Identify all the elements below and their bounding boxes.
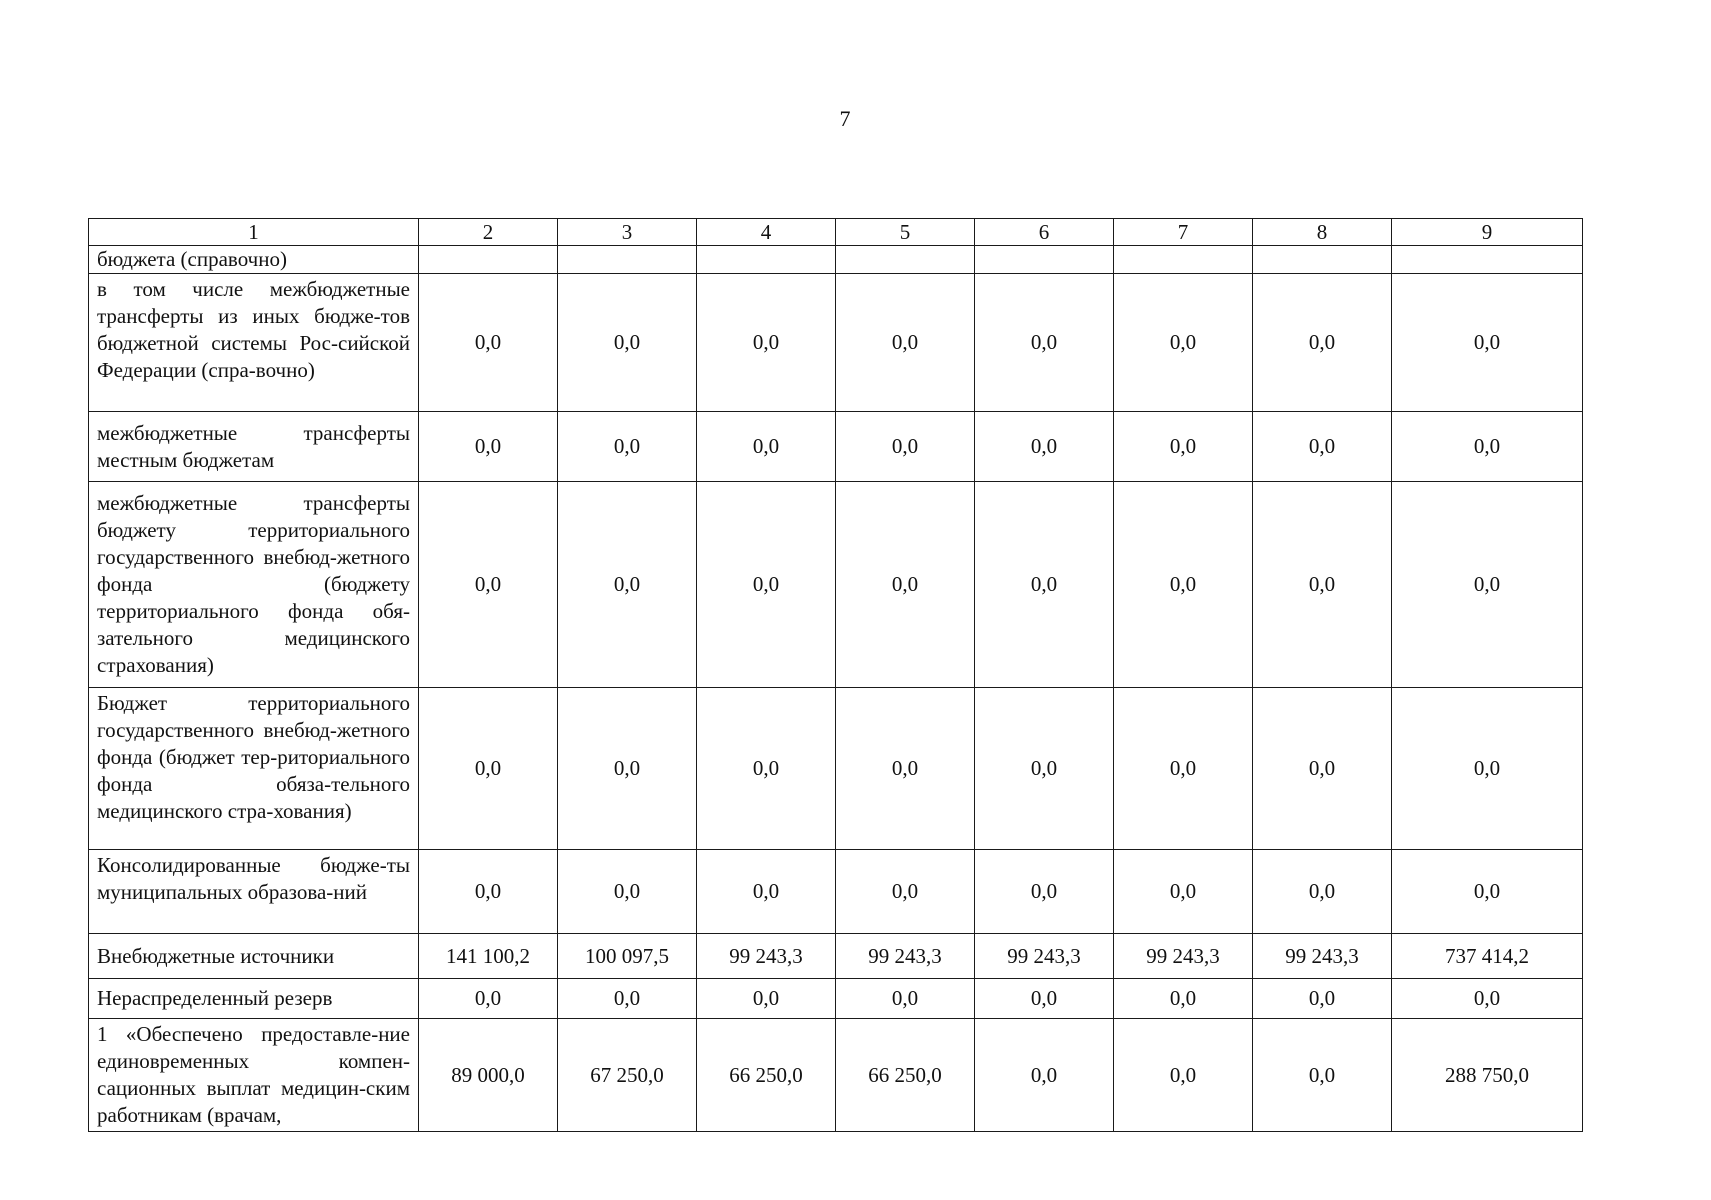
table-cell: 0,0 [419, 688, 558, 850]
table-cell: 0,0 [1114, 412, 1253, 482]
table-cell: 0,0 [1253, 850, 1392, 934]
table-cell: 67 250,0 [558, 1019, 697, 1132]
table-cell: 0,0 [697, 482, 836, 688]
table-cell [1392, 246, 1583, 274]
table-cell: 0,0 [1253, 482, 1392, 688]
table-cell: 99 243,3 [1114, 934, 1253, 979]
table-cell: 0,0 [836, 274, 975, 412]
table-cell: 0,0 [1253, 274, 1392, 412]
column-header: 5 [836, 219, 975, 246]
table-cell: 0,0 [975, 482, 1114, 688]
row-label: Консолидированные бюдже-ты муниципальных образова-ний [89, 850, 419, 934]
table-row [89, 850, 1583, 934]
table-cell: 0,0 [1114, 1019, 1253, 1132]
table-cell: 0,0 [836, 412, 975, 482]
column-header: 1 [89, 219, 419, 246]
table-cell [1253, 246, 1392, 274]
table-row [89, 482, 1583, 688]
table-row [89, 412, 1583, 482]
table-cell: 99 243,3 [975, 934, 1114, 979]
table-cell: 0,0 [1392, 850, 1583, 934]
table-cell: 0,0 [697, 850, 836, 934]
table-cell: 0,0 [697, 979, 836, 1019]
table-cell: 0,0 [836, 482, 975, 688]
table-cell: 0,0 [558, 979, 697, 1019]
table-cell: 0,0 [1253, 979, 1392, 1019]
column-header: 6 [975, 219, 1114, 246]
table-cell [697, 246, 836, 274]
table-cell: 0,0 [1392, 482, 1583, 688]
table-cell: 0,0 [975, 688, 1114, 850]
table-cell [975, 246, 1114, 274]
table-cell: 99 243,3 [697, 934, 836, 979]
table-cell: 0,0 [975, 850, 1114, 934]
table-cell: 89 000,0 [419, 1019, 558, 1132]
table-cell: 0,0 [1392, 412, 1583, 482]
table-cell: 66 250,0 [836, 1019, 975, 1132]
table-cell: 0,0 [558, 412, 697, 482]
table-cell: 0,0 [1392, 274, 1583, 412]
table-cell [558, 246, 697, 274]
table-cell: 0,0 [558, 482, 697, 688]
table-cell: 0,0 [697, 412, 836, 482]
table-cell: 0,0 [1114, 979, 1253, 1019]
table-cell [419, 246, 558, 274]
table-cell: 0,0 [975, 274, 1114, 412]
table-cell: 0,0 [1253, 412, 1392, 482]
table-row [89, 246, 1583, 274]
table-cell [836, 246, 975, 274]
table-cell: 66 250,0 [697, 1019, 836, 1132]
table-row [89, 688, 1583, 850]
table-cell: 0,0 [419, 850, 558, 934]
row-label: межбюджетные трансферты местным бюджетам [89, 412, 419, 482]
table-cell: 0,0 [419, 274, 558, 412]
row-label: в том числе межбюджетные трансферты из иных бюдже-тов бюджетной системы Рос-сийской Федерации (спра-вочно) [89, 274, 419, 412]
table-cell: 288 750,0 [1392, 1019, 1583, 1132]
column-header: 8 [1253, 219, 1392, 246]
table-cell: 0,0 [1253, 688, 1392, 850]
column-header: 2 [419, 219, 558, 246]
table-cell: 0,0 [1114, 850, 1253, 934]
column-header: 9 [1392, 219, 1583, 246]
table-cell: 0,0 [419, 979, 558, 1019]
table-cell: 0,0 [975, 979, 1114, 1019]
table-cell: 0,0 [836, 688, 975, 850]
table-row [89, 274, 1583, 412]
column-header: 7 [1114, 219, 1253, 246]
table-cell: 0,0 [558, 688, 697, 850]
table-cell: 0,0 [558, 850, 697, 934]
table-cell: 0,0 [1114, 482, 1253, 688]
table-cell: 737 414,2 [1392, 934, 1583, 979]
table-row [89, 934, 1583, 979]
row-label: Бюджет территориального государственного внебюд-жетного фонда (бюджет тер-риториального фонда обяза-тельного медицинского стра-хования) [89, 688, 419, 850]
table-cell: 0,0 [1114, 688, 1253, 850]
table-cell: 100 097,5 [558, 934, 697, 979]
table-cell: 0,0 [697, 688, 836, 850]
table-cell: 141 100,2 [419, 934, 558, 979]
row-label: межбюджетные трансферты бюджету территориального государственного внебюд-жетного фонда (бюджету территориального фонда обя-зательного медицинского страхования) [89, 482, 419, 688]
row-label: бюджета (справочно) [89, 246, 419, 274]
table-cell: 0,0 [419, 482, 558, 688]
table-row [89, 979, 1583, 1019]
table-cell: 0,0 [975, 1019, 1114, 1132]
page-number: 7 [839, 106, 851, 131]
table-cell: 0,0 [1392, 688, 1583, 850]
table-cell: 99 243,3 [1253, 934, 1392, 979]
table-cell [1114, 246, 1253, 274]
table-cell: 99 243,3 [836, 934, 975, 979]
row-label: 1 «Обеспечено предоставле-ние единовременных компен-сационных выплат медицин-ским работникам (врачам, [89, 1019, 419, 1132]
column-header: 4 [697, 219, 836, 246]
table-row [89, 1019, 1583, 1132]
table-cell: 0,0 [558, 274, 697, 412]
row-label: Нераспределенный резерв [89, 979, 419, 1019]
table-cell: 0,0 [975, 412, 1114, 482]
table-cell: 0,0 [1114, 274, 1253, 412]
table-cell: 0,0 [836, 979, 975, 1019]
table-cell: 0,0 [836, 850, 975, 934]
table-cell: 0,0 [419, 412, 558, 482]
table-cell: 0,0 [1253, 1019, 1392, 1132]
table-cell: 0,0 [697, 274, 836, 412]
column-header: 3 [558, 219, 697, 246]
budget-table [88, 218, 1583, 1132]
column-number-row [89, 219, 1583, 246]
table-cell: 0,0 [1392, 979, 1583, 1019]
row-label: Внебюджетные источники [89, 934, 419, 979]
